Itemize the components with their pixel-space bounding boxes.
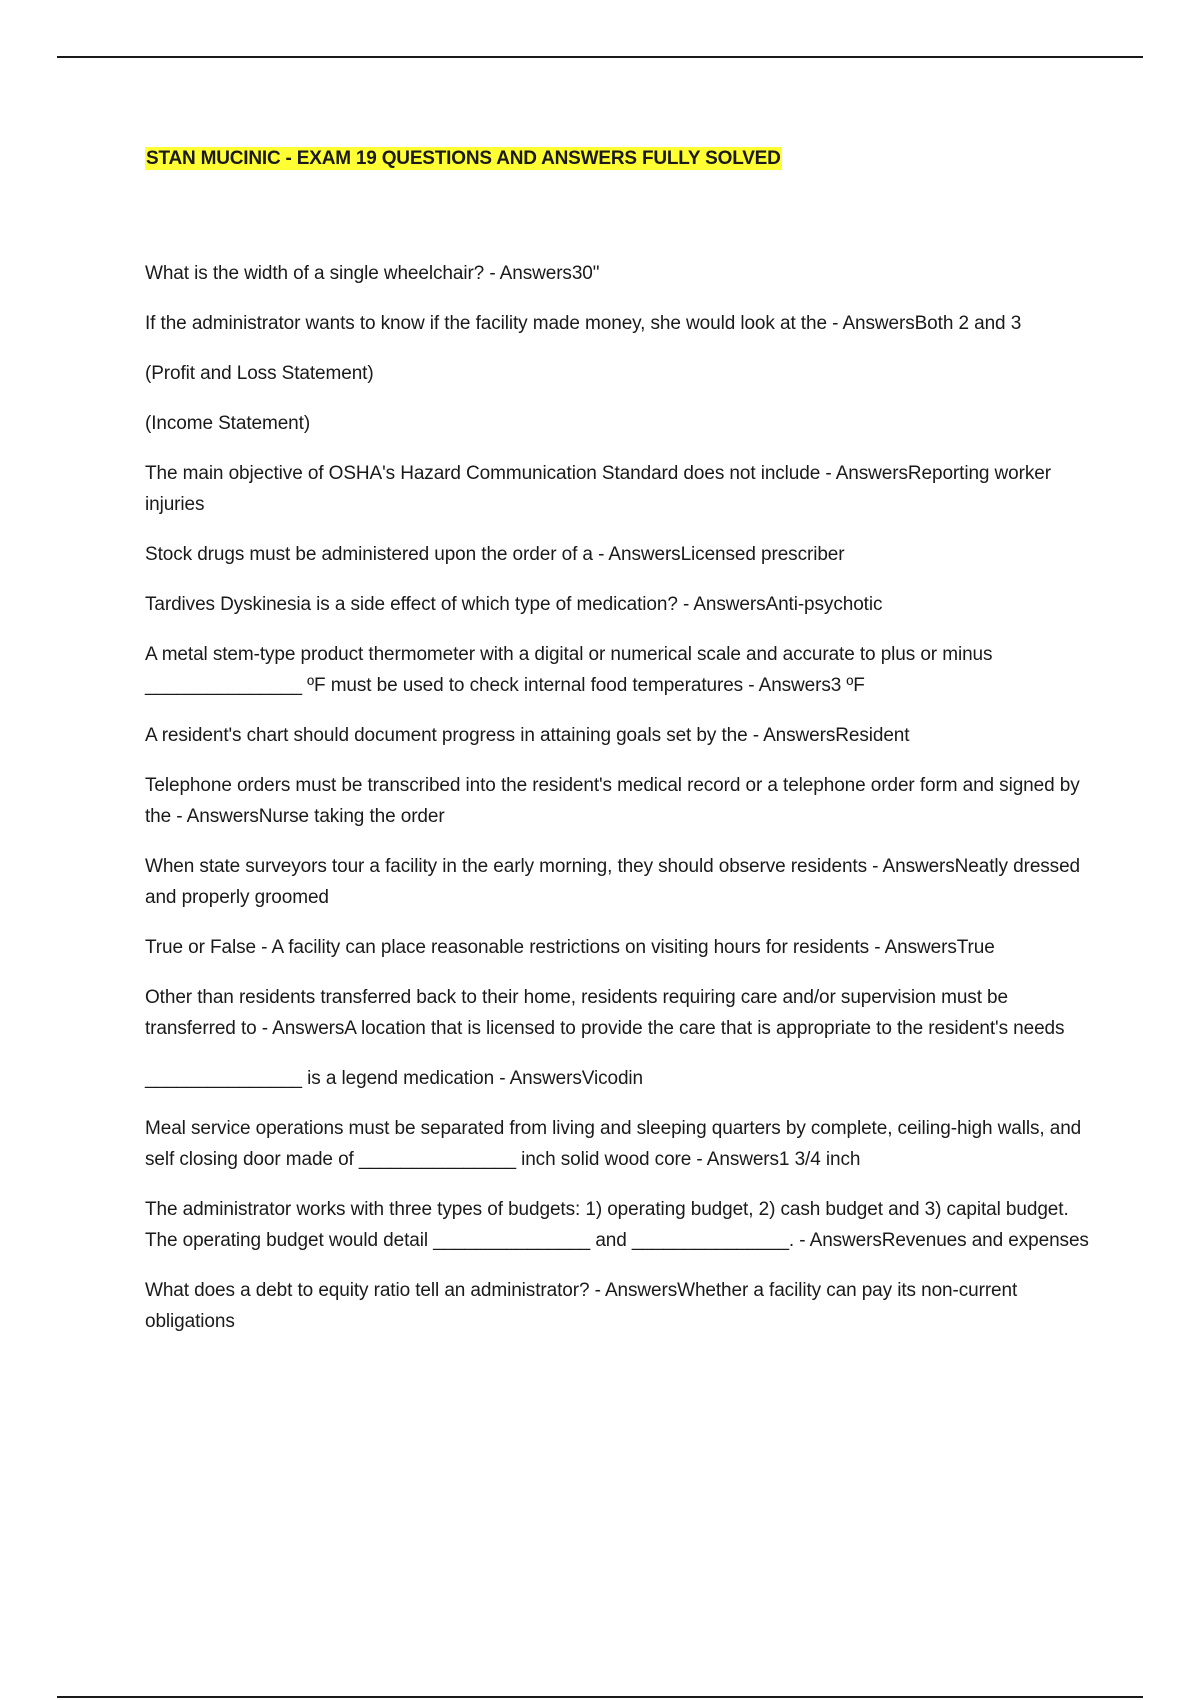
bottom-rule	[57, 1696, 1143, 1698]
qa-paragraph: The administrator works with three types of budgets: 1) operating budget, 2) cash budget and 3) capital budget. The operating budget would detail _______________ and _______________. - AnswersRevenues and expenses	[145, 1199, 1089, 1251]
top-rule	[57, 56, 1143, 58]
qa-paragraph: Meal service operations must be separated from living and sleeping quarters by complete, ceiling-high walls, and self closing door made of _______________ inch solid wood core - Answers1 3/4 inch	[145, 1118, 1082, 1170]
qa-paragraph: Other than residents transferred back to their home, residents requiring care and/or supervision must be transferred to - AnswersA location that is licensed to provide the care that is appropriate to the resident's needs	[145, 987, 1065, 1039]
qa-paragraph: True or False - A facility can place reasonable restrictions on visiting hours for residents - AnswersTrue	[145, 937, 995, 958]
qa-paragraph: The main objective of OSHA's Hazard Communication Standard does not include - AnswersReporting worker injuries	[145, 463, 1051, 515]
qa-paragraph: Stock drugs must be administered upon the order of a - AnswersLicensed prescriber	[145, 544, 845, 565]
title-row	[145, 146, 1090, 172]
document-body	[145, 146, 1090, 1356]
qa-paragraph: A metal stem-type product thermometer with a digital or numerical scale and accurate to plus or minus _______________ ºF must be used to check internal food temperatures - Answers3 ºF	[145, 644, 993, 696]
qa-paragraph: Telephone orders must be transcribed into the resident's medical record or a telephone order form and signed by the - AnswersNurse taking the order	[145, 775, 1080, 827]
qa-paragraph: What is the width of a single wheelchair? - Answers30"	[145, 263, 600, 284]
qa-paragraph: _______________ is a legend medication - AnswersVicodin	[145, 1068, 644, 1089]
qa-list	[145, 258, 1090, 1337]
document-title: STAN MUCINIC - EXAM 19 QUESTIONS AND ANSWERS FULLY SOLVED	[146, 148, 781, 169]
qa-paragraph: (Profit and Loss Statement)	[145, 363, 374, 384]
qa-paragraph: If the administrator wants to know if the facility made money, she would look at the - AnswersBoth 2 and 3	[145, 313, 1022, 334]
qa-paragraph: A resident's chart should document progress in attaining goals set by the - AnswersResident	[145, 725, 910, 746]
qa-paragraph: When state surveyors tour a facility in the early morning, they should observe residents - AnswersNeatly dressed and properly groomed	[145, 856, 1081, 908]
qa-paragraph: What does a debt to equity ratio tell an administrator? - AnswersWhether a facility can pay its non-current obligations	[145, 1280, 1018, 1332]
qa-paragraph: (Income Statement)	[145, 413, 311, 434]
qa-paragraph: Tardives Dyskinesia is a side effect of which type of medication? - AnswersAnti-psychotic	[145, 594, 883, 615]
